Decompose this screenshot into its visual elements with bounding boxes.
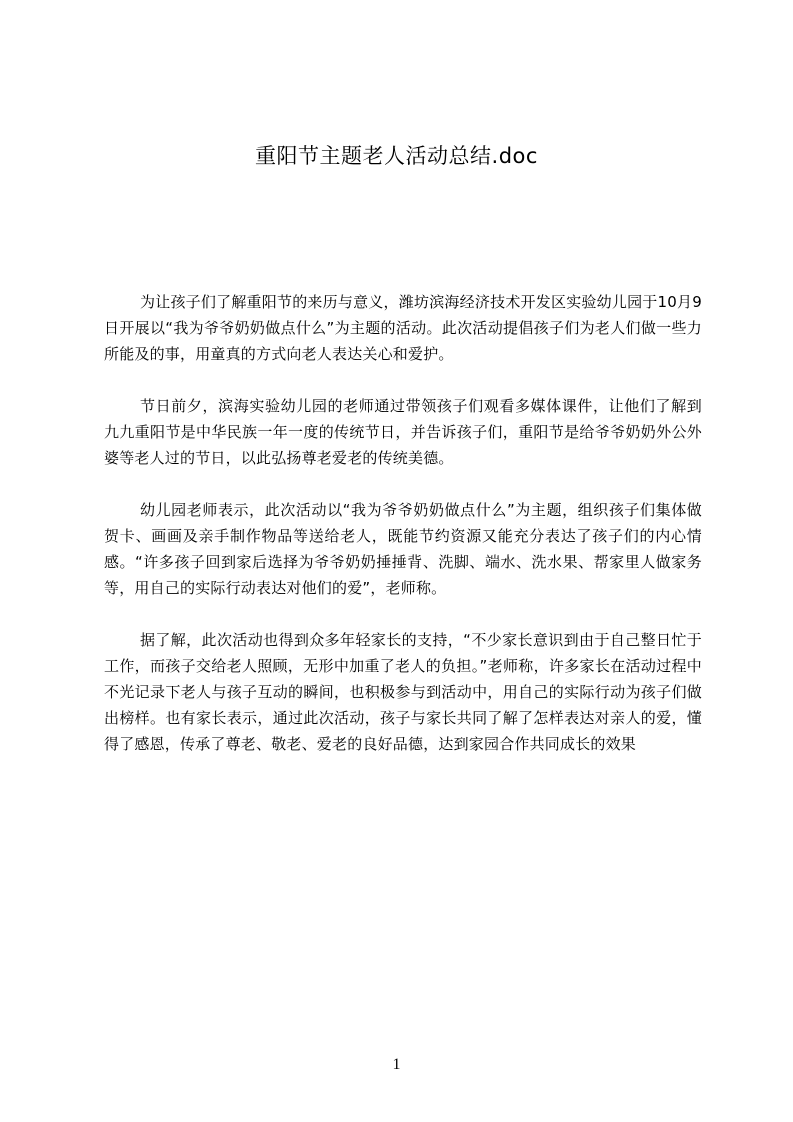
paragraph-1: 为让孩子们了解重阳节的来历与意义，潍坊滨海经济技术开发区实验幼儿园于10月9日开展以“我为爷爷奶奶做点什么”为主题的活动。此次活动提倡孩子们为老人们做一些力所能及的事，用童真的方式向老人表达关心和爱护。: [104, 293, 702, 363]
paragraph-4: 据了解，此次活动也得到众多年轻家长的支持，“不少家长意识到由于自己整日忙于工作，而孩子交给老人照顾，无形中加重了老人的负担。”老师称，许多家长在活动过程中不光记录下老人与孩子互动的瞬间，也积极参与到活动中，用自己的实际行动为孩子们做出榜样。也有家长表示，通过此次活动，孩子与家长共同了解了怎样表达对亲人的爱，懂得了感恩，传承了尊老、敬老、爱老的良好品德，达到家园合作共同成长的效果: [104, 631, 702, 753]
page-number: 1: [392, 1056, 401, 1073]
document-title: 重阳节主题老人活动总结.doc: [255, 144, 538, 168]
document-body: [104, 289, 702, 783]
paragraph-3: 幼儿园老师表示，此次活动以“我为爷爷奶奶做点什么”为主题，组织孩子们集体做贺卡、画画及亲手制作物品等送给老人，既能节约资源又能充分表达了孩子们的内心情感。“许多孩子回到家后选择为爷爷奶奶捶捶背、洗脚、端水、洗水果、帮家里人做家务等，用自己的实际行动表达对他们的爱”，老师称。: [104, 501, 702, 597]
paragraph-2: 节日前夕，滨海实验幼儿园的老师通过带领孩子们观看多媒体课件，让他们了解到九九重阳节是中华民族一年一度的传统节日，并告诉孩子们，重阳节是给爷爷奶奶外公外婆等老人过的节日，以此弘扬尊老爱老的传统美德。: [104, 397, 702, 467]
